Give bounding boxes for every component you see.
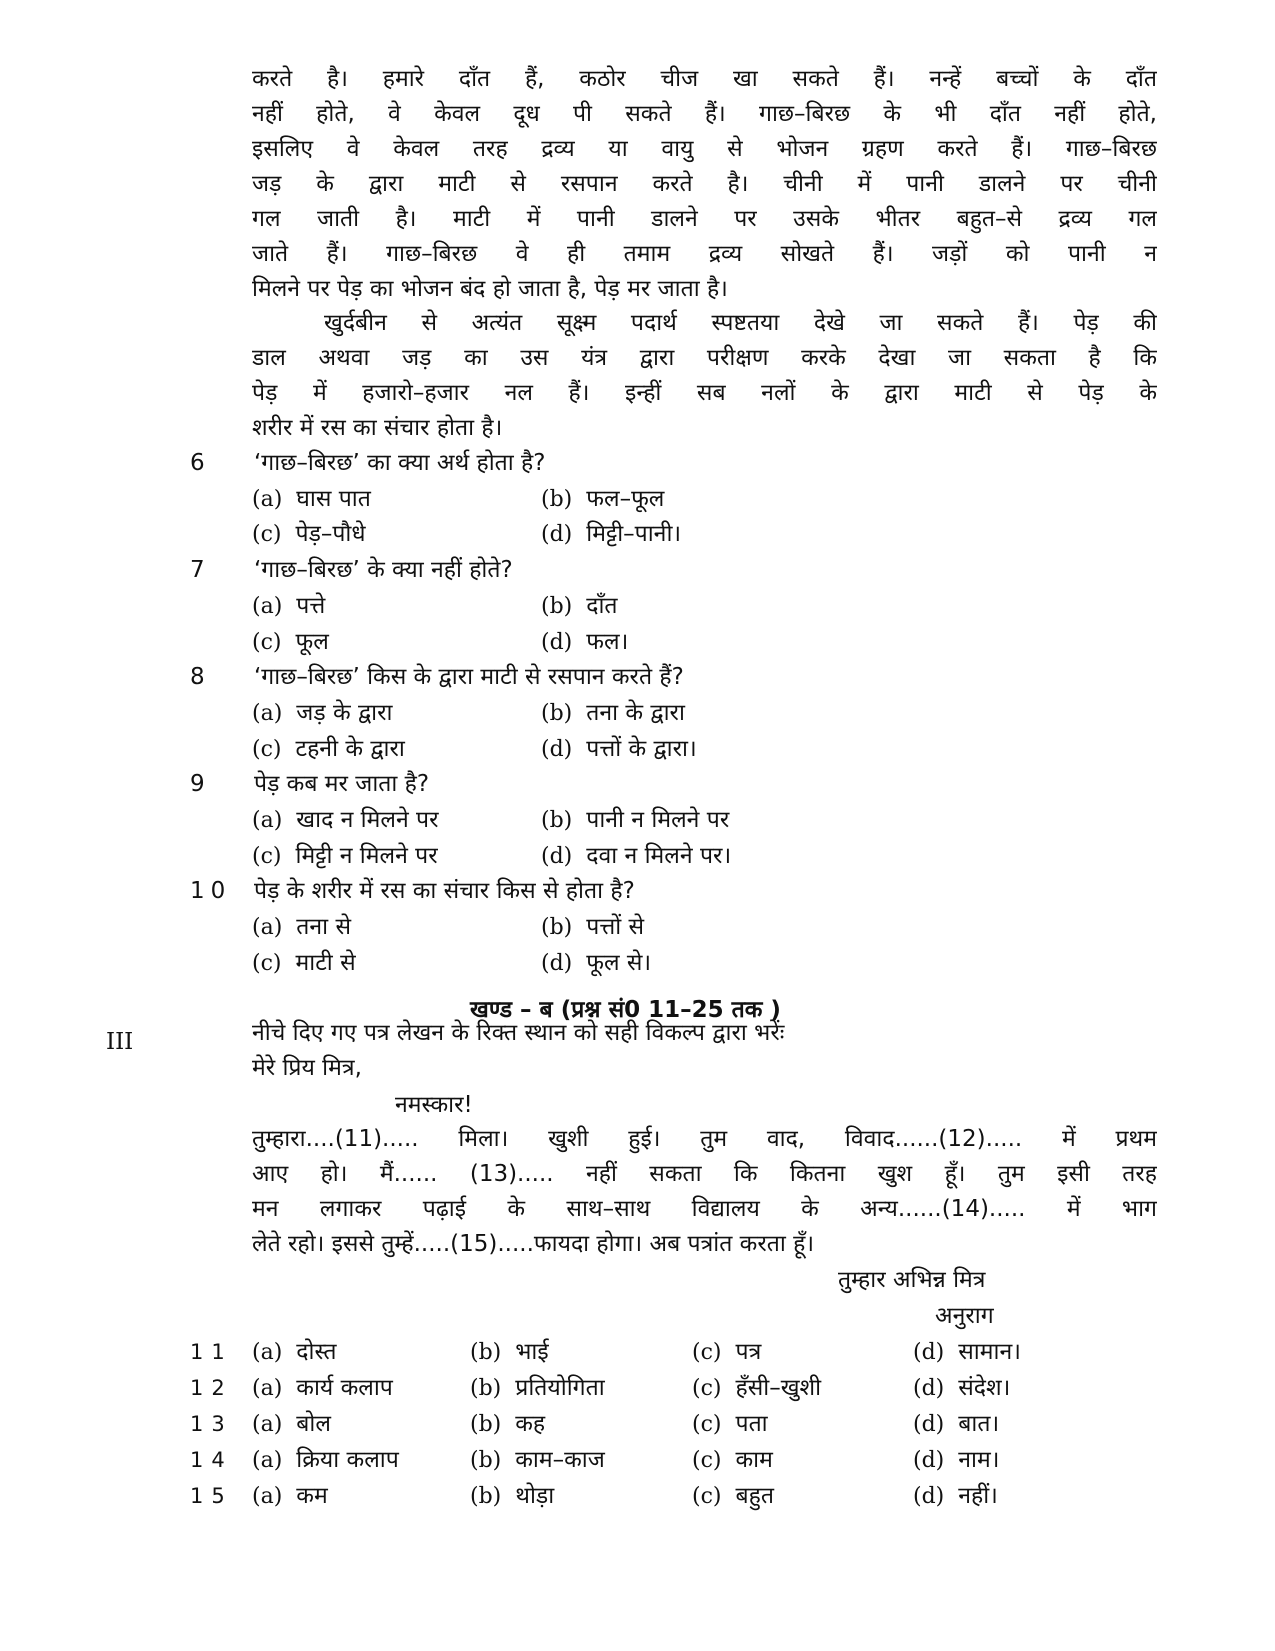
letter-closing: तुम्हार अभिन्न मित्र: [838, 1267, 986, 1293]
passage-line: जड़ के द्वारा माटी से रसपान करते है। चीनी में पानी डालने पर चीनी: [252, 171, 1157, 197]
option-b: (b) काम–काज: [470, 1447, 605, 1473]
answer-row-14: 14: [190, 1448, 233, 1472]
passage-line: शरीर में रस का संचार होता है।: [252, 415, 503, 441]
option-c: (c) माटी से: [252, 950, 356, 976]
question-text: ‘गाछ–बिरछ’ का क्या अर्थ होता है?: [254, 450, 546, 476]
letter-line: तुम्हारा....(11)..... मिला। खुशी हुई। तुम वाद, विवाद......(12)..... में प्रथम: [252, 1126, 1157, 1152]
passage-line: करते है। हमारे दाँत हैं, कठोर चीज खा सकते हैं। नन्हें बच्चों के दाँत: [252, 66, 1157, 92]
passage-paragraph-2: [252, 306, 1157, 446]
option-a: (a) कम: [252, 1483, 328, 1509]
option-d: (d) सामान।: [913, 1339, 1021, 1365]
option-c: (c) पता: [692, 1411, 768, 1437]
option-a: (a) घास पात: [252, 486, 371, 512]
option-a: (a) दोस्त: [252, 1339, 337, 1365]
question-number: 9: [190, 771, 211, 797]
answer-row-13: 13: [190, 1412, 233, 1436]
answer-row-11: 11: [190, 1340, 233, 1364]
option-b: (b) तना के द्वारा: [541, 700, 685, 726]
option-b: (b) दाँत: [541, 593, 618, 619]
option-d: (d) मिट्टी–पानी।: [541, 521, 682, 547]
letter-greeting: नमस्कार!: [395, 1092, 473, 1118]
option-a: (a) खाद न मिलने पर: [252, 807, 439, 833]
passage-line: जाते हैं। गाछ–बिरछ वे ही तमाम द्रव्य सोखते हैं। जड़ों को पानी न: [252, 241, 1157, 267]
option-c: (c) टहनी के द्वारा: [252, 736, 405, 762]
option-b: (b) कह: [470, 1411, 546, 1437]
passage-line: मिलने पर पेड़ का भोजन बंद हो जाता है, पेड़ मर जाता है।: [252, 276, 728, 302]
option-d: (d) फूल से।: [541, 950, 652, 976]
question-text: पेड़ के शरीर में रस का संचार किस से होता है?: [254, 878, 635, 904]
question-text: ‘गाछ–बिरछ’ किस के द्वारा माटी से रसपान करते हैं?: [254, 664, 684, 690]
option-c: (c) मिट्टी न मिलने पर: [252, 843, 438, 869]
option-b: (b) भाई: [470, 1339, 549, 1365]
option-b: (b) पानी न मिलने पर: [541, 807, 730, 833]
option-d: (d) फल।: [541, 629, 629, 655]
option-a: (a) जड़ के द्वारा: [252, 700, 393, 726]
option-a: (a) बोल: [252, 1411, 331, 1437]
option-c: (c) पत्र: [692, 1339, 762, 1365]
question-text: ‘गाछ–बिरछ’ के क्या नहीं होते?: [254, 557, 513, 583]
letter-line: मन लगाकर पढ़ाई के साथ–साथ विद्यालय के अन्य......(14)..... में भाग: [252, 1196, 1157, 1222]
section-heading: खण्ड – ब (प्रश्न सं0 11–25 तक ): [470, 997, 781, 1023]
option-c: (c) बहुत: [692, 1483, 774, 1509]
passage-line: पेड़ में हजारो–हजार नल हैं। इन्हीं सब नलों के द्वारा माटी से पेड़ के: [252, 380, 1157, 406]
letter-line: लेते रहो। इससे तुम्हें.....(15).....फायदा होगा। अब पत्रांत करता हूँ।: [252, 1231, 815, 1257]
instruction-text: नीचे दिए गए पत्र लेखन के रिक्त स्थान को सही विकल्प द्वारा भरेंः: [252, 1020, 785, 1046]
option-a: (a) पत्ते: [252, 593, 326, 619]
passage-line: खुर्दबीन से अत्यंत सूक्ष्म पदार्थ स्पष्टतया देखे जा सकते हैं। पेड़ की: [324, 310, 1157, 336]
option-d: (d) पत्तों के द्वारा।: [541, 736, 697, 762]
question-10: [0, 874, 1275, 909]
option-a: (a) कार्य कलाप: [252, 1375, 393, 1401]
option-d: (d) दवा न मिलने पर।: [541, 843, 732, 869]
option-b: (b) थोड़ा: [470, 1483, 555, 1509]
option-c: (c) काम: [692, 1447, 773, 1473]
option-c: (c) पेड़–पौधे: [252, 521, 366, 547]
question-number: 7: [190, 557, 211, 583]
question-6: [0, 446, 1275, 481]
answer-row-12: 12: [190, 1376, 233, 1400]
option-d: (d) नहीं।: [913, 1483, 998, 1509]
letter-line: आए हो। मैं...... (13)..... नहीं सकता कि कितना खुश हूँ। तुम इसी तरह: [252, 1161, 1157, 1187]
passage-line: डाल अथवा जड़ का उस यंत्र द्वारा परीक्षण करके देखा जा सकता है कि: [252, 345, 1157, 371]
option-c: (c) हँसी–खुशी: [692, 1375, 822, 1401]
option-b: (b) पत्तों से: [541, 914, 645, 940]
option-a: (a) क्रिया कलाप: [252, 1447, 399, 1473]
section-roman-number: III: [106, 1029, 134, 1055]
question-number: 6: [190, 450, 211, 476]
question-text: पेड़ कब मर जाता है?: [254, 771, 430, 797]
question-number: 10: [190, 878, 232, 904]
question-number: 8: [190, 664, 211, 690]
answer-row-15: 15: [190, 1484, 233, 1508]
question-8: [0, 660, 1275, 695]
option-b: (b) प्रतियोगिता: [470, 1375, 605, 1401]
option-d: (d) नाम।: [913, 1447, 1000, 1473]
letter-body: [252, 1122, 1157, 1262]
option-d: (d) बात।: [913, 1411, 1000, 1437]
option-d: (d) संदेश।: [913, 1375, 1011, 1401]
option-a: (a) तना से: [252, 914, 351, 940]
option-b: (b) फल–फूल: [541, 486, 665, 512]
passage-line: गल जाती है। माटी में पानी डालने पर उसके भीतर बहुत–से द्रव्य गल: [252, 206, 1157, 232]
option-c: (c) फूल: [252, 629, 329, 655]
question-9: [0, 767, 1275, 802]
letter-salutation: मेरे प्रिय मित्र,: [252, 1055, 362, 1081]
letter-signature: अनुराग: [935, 1303, 994, 1329]
passage-line: इसलिए वे केवल तरह द्रव्य या वायु से भोजन ग्रहण करते हैं। गाछ–बिरछ: [252, 136, 1157, 162]
question-7: [0, 553, 1275, 588]
passage-paragraph-1: [252, 62, 1157, 307]
passage-line: नहीं होते, वे केवल दूध पी सकते हैं। गाछ–बिरछ के भी दाँत नहीं होते,: [252, 101, 1157, 127]
